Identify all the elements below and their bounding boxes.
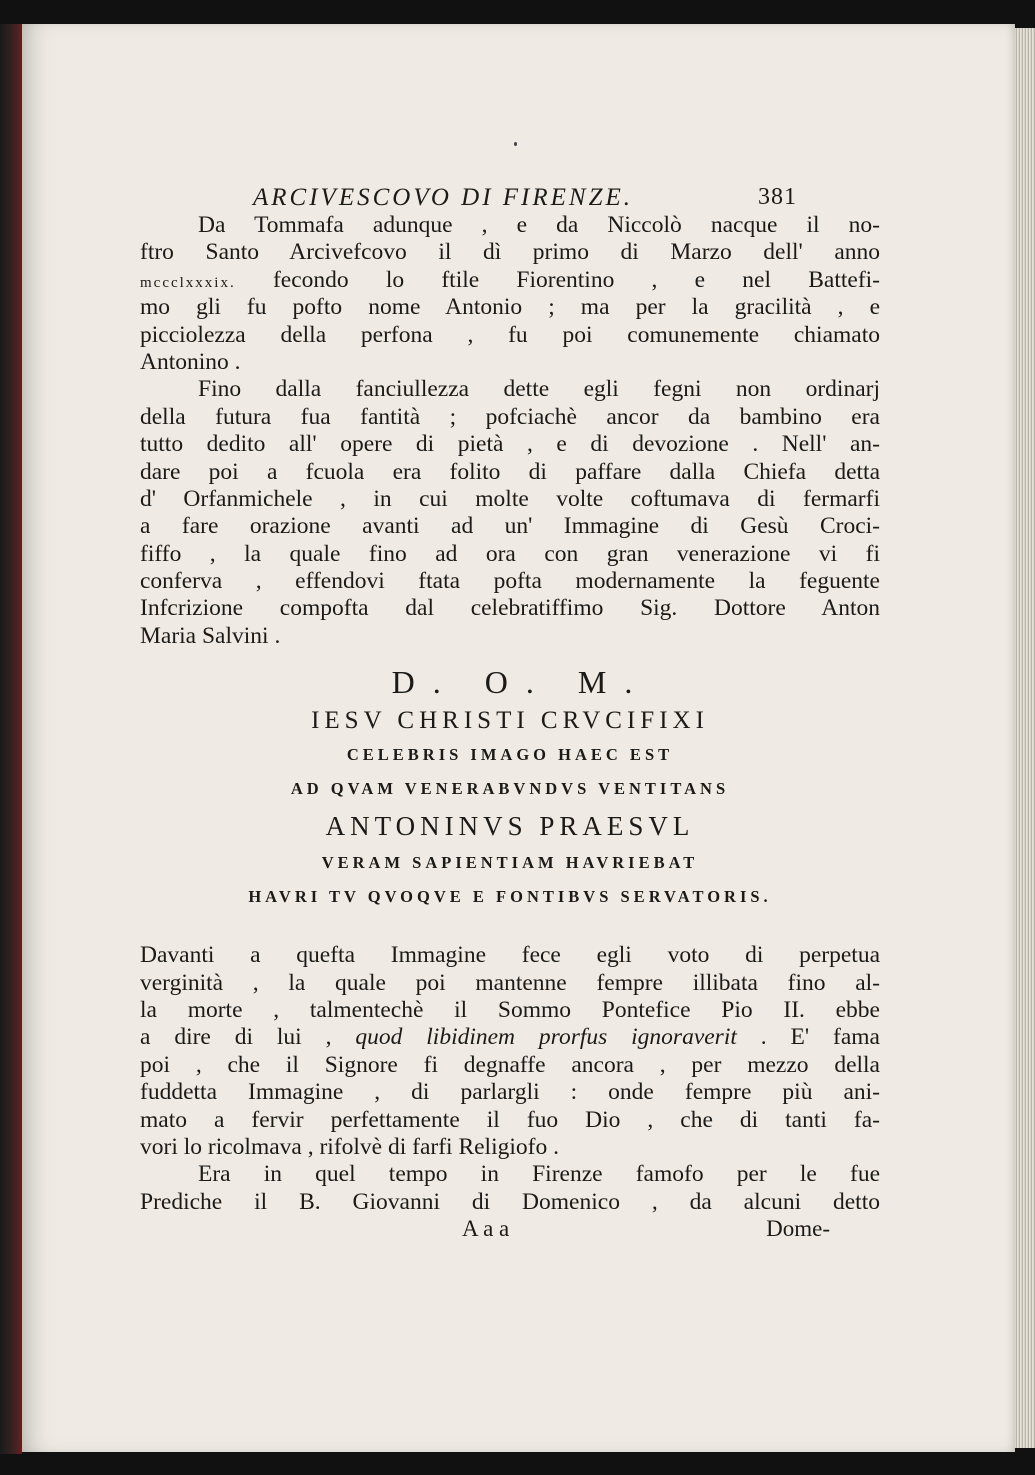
text-line: Davanti a quefta Immagine fece egli voto di perpetua (140, 942, 880, 969)
latin-quote: quod libidinem prorfus ignoraverit (355, 1024, 737, 1051)
text-line: conferva , effendovi ftata pofta modernamente la feguente (140, 568, 880, 595)
book-page (22, 24, 1015, 1452)
text-span: . E' fama (736, 1024, 880, 1051)
text-line: mato a fervir perfettamente il fuo Dio , che di tanti fa- (140, 1106, 880, 1133)
text-line: Da Tommafa adunque , e da Niccolò nacque il no- (198, 212, 880, 238)
inscription-line: CELEBRIS IMAGO HAEC EST (346, 745, 674, 765)
inscription-line: VERAM SAPIENTIAM HAVRIEBAT (321, 853, 699, 873)
spacer (140, 914, 880, 942)
text-line: d' Orfanmichele , in cui molte volte coftumava di fermarfi (140, 485, 880, 512)
year-numeral: mccclxxxix. (140, 274, 236, 291)
text-line: tutto dedito all' opere di pietà , e di devozione . Nell' an- (140, 431, 880, 458)
text-line: poi , che il Signore fi degnaffe ancora , per mezzo della (140, 1051, 880, 1078)
text-span: fecondo lo ftile Fiorentino , e nel Battefi- (235, 266, 880, 293)
page-text (140, 154, 880, 1246)
text-line: verginità , la quale poi mantenne fempre illibata fino al- (140, 969, 880, 996)
inscription-line: IESV CHRISTI CRVCIFIXI (311, 707, 709, 735)
text-line: Infcrizione compofta dal celebratiffimo Sig. Dottore Anton (140, 595, 880, 622)
text-line: dare poi a fcuola era folito di paffare dalla Chiefa detta (140, 458, 880, 485)
text-line: ftro Santo Arcivefcovo il dì primo di Marzo dell' anno (140, 239, 880, 266)
text-line: fuddetta Immagine , di parlargli : onde fempre più ani- (140, 1079, 880, 1106)
text-span: a dire di lui , (140, 1024, 356, 1051)
running-title: ARCIVESCOVO DI FIRENZE. (253, 184, 634, 211)
text-line: fiffo , la quale fino ad ora con gran venerazione vi fi (140, 540, 880, 567)
page-footer (140, 1216, 880, 1246)
text-line: Fino dalla fanciullezza dette egli fegni non ordinarj (198, 376, 880, 403)
text-line: Prediche il B. Giovanni di Domenico , da alcuni detto (140, 1188, 880, 1215)
inscription-line: ANTONINVS PRAESVL (325, 811, 695, 842)
page-header (140, 154, 880, 212)
book-spine (0, 24, 22, 1454)
text-line: mo gli fu pofto nome Antonio ; ma per la gracilità , e (140, 294, 880, 321)
inscription (140, 660, 880, 914)
text-line: picciolezza della perfona , fu poi comunemente chiamato (140, 321, 880, 348)
catchword: Dome- (766, 1216, 830, 1242)
text-line: Maria Salvini . (140, 622, 281, 649)
text-line: la morte , talmentechè il Sommo Pontefice Pio II. ebbe (140, 997, 880, 1024)
text-line (140, 1024, 880, 1051)
text-line: della futura fua fantità ; pofciachè ancor da bambino era (140, 403, 880, 430)
page-edges (1015, 28, 1035, 1448)
signature-mark: A a a (462, 1216, 510, 1242)
paragraph-2 (140, 376, 880, 650)
inscription-line: HAVRI TV QVOQVE E FONTIBVS SERVATORIS. (248, 887, 772, 907)
text-line: vori lo ricolmava , rifolvè di farfi Religiofo . (140, 1133, 559, 1160)
paragraph-3 (140, 942, 880, 1161)
ink-speck (514, 142, 517, 146)
page-number: 381 (758, 184, 797, 210)
paragraph-1 (140, 212, 880, 376)
paragraph-4 (140, 1161, 880, 1216)
inscription-dom: D. O. M. (391, 664, 651, 701)
text-line: Antonino . (140, 348, 241, 375)
text-line: Era in quel tempo in Firenze famofo per le fue (198, 1161, 880, 1188)
text-line: a fare orazione avanti ad un' Immagine di Gesù Croci- (140, 513, 880, 540)
text-line (140, 267, 880, 294)
inscription-line: AD QVAM VENERABVNDVS VENTITANS (290, 779, 730, 799)
